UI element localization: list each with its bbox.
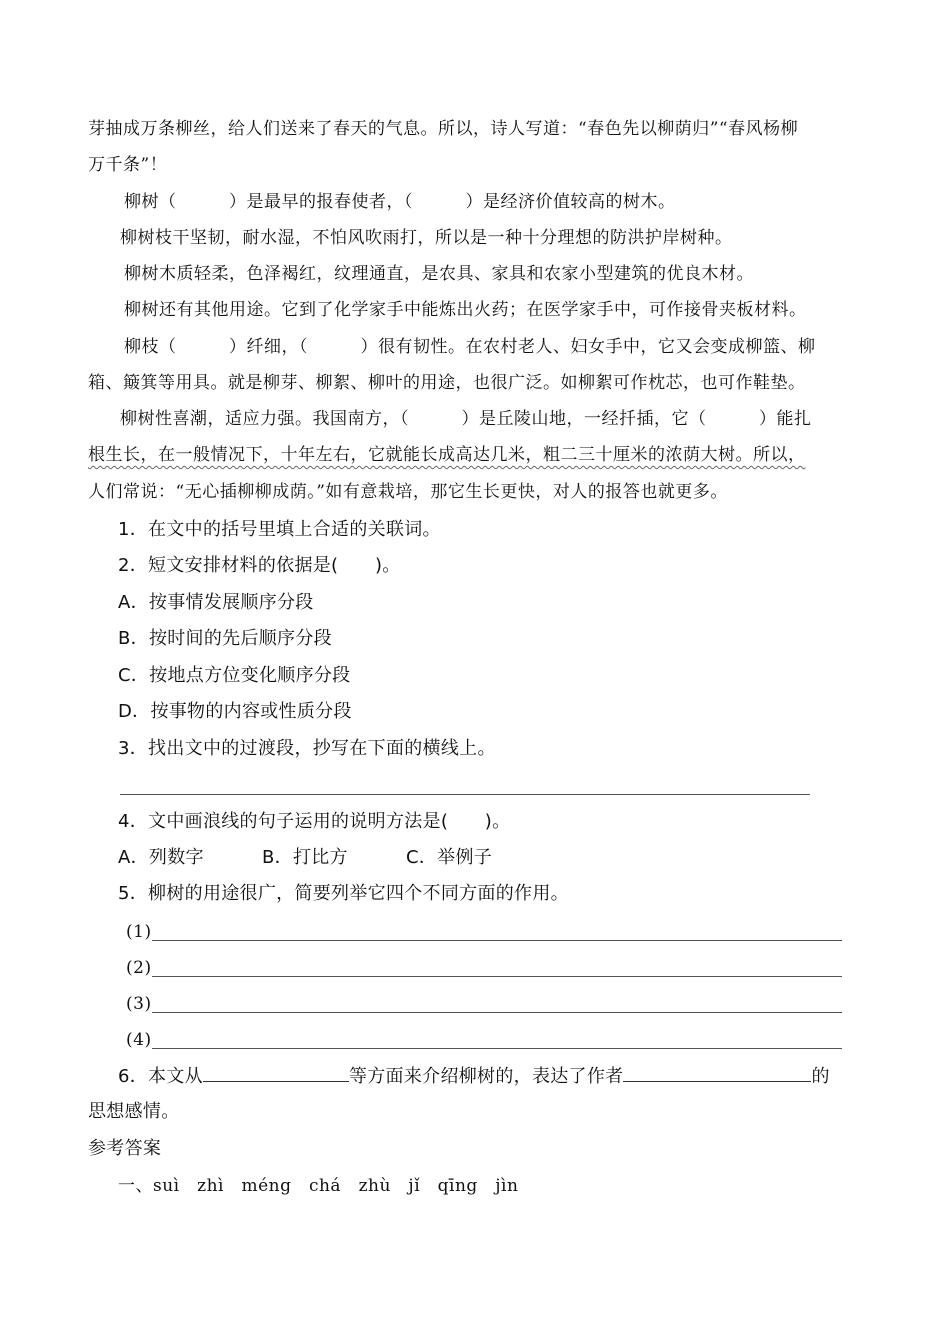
answer-label-5-4: (4) <box>126 1030 152 1050</box>
answer-line-5-2[interactable] <box>152 976 842 977</box>
question-2: 2．短文安排材料的依据是( )。 <box>118 555 401 576</box>
option-2b: B．按时间的先后顺序分段 <box>118 628 332 649</box>
option-4c: C．举例子 <box>406 847 493 868</box>
answer-line-3[interactable] <box>120 794 810 795</box>
passage-line-9: 柳树性喜潮，适应力强。我国南方，（ ）是丘陵山地，一经扦插，它（ ）能扎 <box>120 409 812 429</box>
passage-line-7: 柳枝（ ）纤细，（ ）很有韧性。在农村老人、妇女手中，它又会变成柳篮、柳 <box>124 337 816 357</box>
passage-line-4: 柳树枝干坚韧，耐水湿，不怕风吹雨打，所以是一种十分理想的防洪护岸树种。 <box>120 228 733 248</box>
passage-line-2: 万千条”！ <box>88 155 168 175</box>
answer-line-5-4[interactable] <box>152 1048 842 1049</box>
question-5: 5．柳树的用途很广，简要列举它四个不同方面的作用。 <box>118 883 569 904</box>
passage-line-3: 柳树（ ）是最早的报春使者，（ ）是经济价值较高的树木。 <box>124 192 676 212</box>
answer-label-5-3: (3) <box>126 994 152 1014</box>
passage-line-6: 柳树还有其他用途。它到了化学家手中能炼出火药；在医学家手中，可作接骨夹板材料。 <box>124 300 807 320</box>
question-3: 3．找出文中的过渡段，抄写在下面的横线上。 <box>118 738 496 759</box>
answer-line-5-1[interactable] <box>152 940 842 941</box>
option-2d: D．按事物的内容或性质分段 <box>118 701 352 722</box>
passage-line-1: 芽抽成万条柳丝，给人们送来了春天的气息。所以，诗人写道：“春色先以柳荫归”“春风杨柳 <box>88 119 799 139</box>
option-4b: B．打比方 <box>262 847 348 868</box>
answers-heading: 参考答案 <box>88 1138 162 1159</box>
answer-line-5-3[interactable] <box>152 1012 842 1013</box>
question-6-blank-2[interactable] <box>623 1063 811 1082</box>
passage-line-5: 柳树木质轻柔，色泽褐红，纹理通直，是农具、家具和农家小型建筑的优良木材。 <box>124 264 754 284</box>
question-6-part1: 6．本文从 <box>118 1066 203 1087</box>
option-4a: A．列数字 <box>118 847 204 868</box>
option-2a: A．按事情发展顺序分段 <box>118 592 314 613</box>
passage-line-11: 人们常说：“无心插柳柳成荫。”如有意栽培，那它生长更快，对人的报答也就更多。 <box>88 482 728 502</box>
passage-line-10-wavy: 根生长，在一般情况下，十年左右，它就能长成高达几米，粗二三十厘米的浓荫大树。所以， <box>88 445 806 465</box>
question-6 <box>118 1063 830 1089</box>
question-1: 1．在文中的括号里填上合适的关联词。 <box>118 519 441 540</box>
question-6-line-2: 思想感情。 <box>88 1101 180 1122</box>
answer-1-pinyin: 一、suì zhì méng chá zhù jǐ qīng jìn <box>118 1176 519 1196</box>
passage-line-8: 箱、簸箕等用具。就是柳芽、柳絮、柳叶的用途，也很广泛。如柳絮可作枕芯，也可作鞋垫。 <box>88 373 806 393</box>
answer-label-5-2: (2) <box>126 958 152 978</box>
answer-label-5-1: (1) <box>126 922 152 942</box>
question-6-blank-1[interactable] <box>203 1063 349 1082</box>
option-2c: C．按地点方位变化顺序分段 <box>118 665 351 686</box>
question-6-part2: 等方面来介绍柳树的，表达了作者 <box>348 1066 624 1087</box>
question-6-part3: 的 <box>811 1066 830 1087</box>
question-4: 4．文中画浪线的句子运用的说明方法是( )。 <box>118 811 511 832</box>
